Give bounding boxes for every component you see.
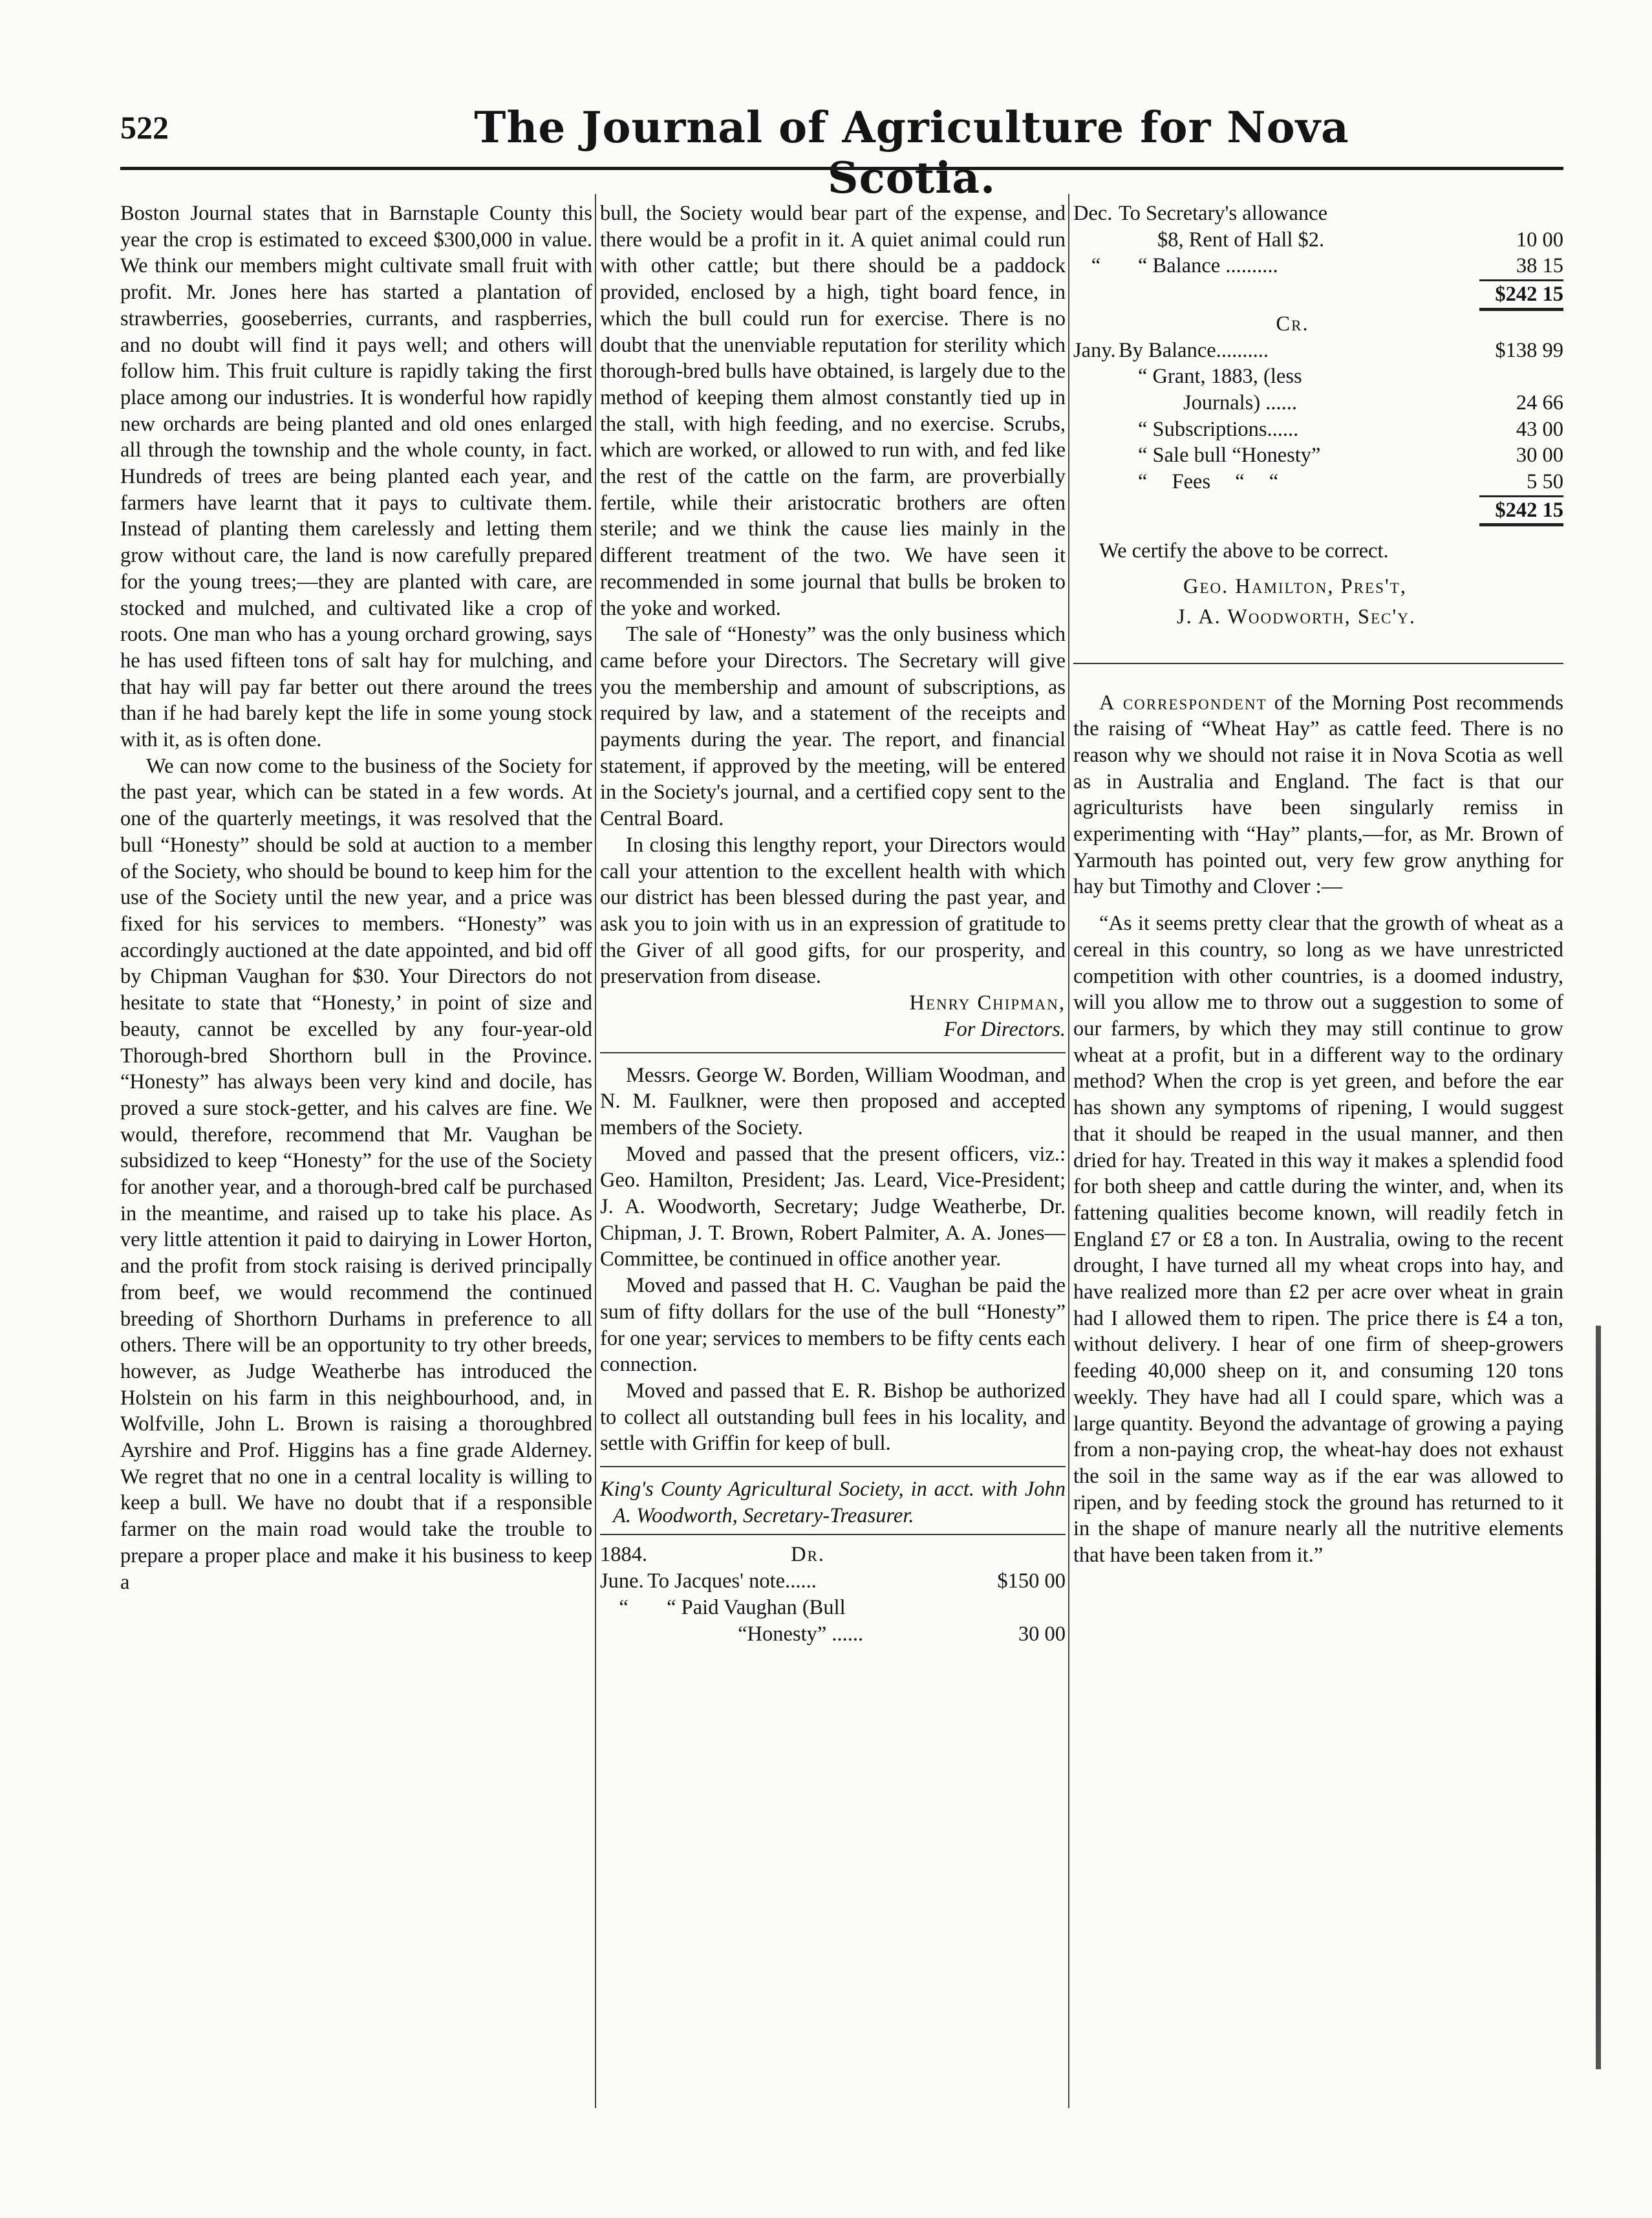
row-date: “ [619, 1595, 628, 1619]
row-item: “ Balance .......... [1138, 254, 1278, 278]
intro-text: of the Morning Post recommends the raising of “Wheat Hay” as cattle feed. There is no reason why we should not raise it in Nova Scotia as well as in Australia and England. The fact is that our agriculturists have been singularly remiss in experimenting with “Hay” plants,—for, as Mr. Brown of Yarmouth has pointed out, very few grow anything for hay but Timothy and Clover :— [1073, 691, 1563, 899]
row-item: $8, Rent of Hall $2. [1157, 228, 1325, 252]
header-rule [120, 167, 1563, 170]
section-divider [600, 1466, 1066, 1467]
column-divider-2 [1068, 194, 1069, 2108]
row-amount: 5 50 [1527, 470, 1563, 494]
section-divider [600, 1052, 1066, 1053]
row-item: “ Paid Vaughan (Bull [667, 1595, 846, 1619]
row-amount [969, 1595, 1066, 1621]
total-rule [1479, 523, 1563, 526]
credit-label: Cr. [1276, 312, 1309, 336]
debit-total-row [1073, 279, 1563, 311]
row-item: Journals) ...... [1183, 391, 1298, 415]
row-date [1073, 469, 1119, 495]
row-item: “ Fees “ “ [1138, 470, 1279, 494]
row-date: Dec. [1073, 202, 1113, 225]
row-amount: $138 99 [1495, 338, 1563, 362]
row-amount [1466, 200, 1563, 227]
paragraph-bishop-fees: Moved and passed that E. R. Bishop be authorized to collect all outstanding bull fees in his locality, and settle with Griffin for keep of bull. [600, 1379, 1066, 1456]
row-amount: 43 00 [1516, 417, 1563, 441]
page-edge-shadow [1596, 1326, 1601, 2069]
debit-table-part-2 [1073, 200, 1563, 526]
table-row [1073, 390, 1563, 416]
page-number: 522 [120, 109, 169, 145]
paragraph-sale-honesty: The sale of “Honesty” was the only business which came before your Directors. The Secretary will give you the membership and amount of subscriptions, as required by law, and a statement of the receipts and payments during the year. The report, and financial statement, if approved by the meeting, will be entered in the Society's journal, and a certified copy sent to the Central Board. [600, 623, 1066, 831]
section-divider [600, 1534, 1066, 1535]
paragraph-bull-keeping: bull, the Society would bear part of the expense, and there would be a profit in it. A quiet animal could run with other cattle; but there should be a paddock provided, enclosed by a high, tight board fence, in which the bull could run for exercise. There is no doubt that the unenviable reputation for sterility which thorough-bred bulls have obtained, is largely due to the method of keeping them almost constantly tied up in the stall, with high feeding, and no exercise. Scrubs, which are worked, or allowed to run with, and fed like the rest of the cattle on the farm, are proverbially fertile, while their aristocratic brothers are often sterile; and we think the cause lies mainly in the different treatment of the two. We have seen it recommended in some journal that bulls be broken to the yoke and worked. [600, 202, 1066, 620]
row-date: June. [600, 1569, 644, 1593]
row-item: “ Subscriptions...... [1138, 417, 1299, 441]
debit-heading-row [600, 1542, 1066, 1568]
row-date [1073, 416, 1119, 443]
credit-total-row [1073, 495, 1563, 527]
paragraph-closing: In closing this lengthy report, your Directors would call your attention to the excellent health with which our district has been blessed during the past year, and ask you to join with us in an expression of gratitude to the Giver of all good gifts, for our prosperity, and preservation from disease. [600, 833, 1066, 989]
row-item: To Jacques' note...... [647, 1569, 817, 1593]
paragraph-new-members: Messrs. George W. Borden, William Woodman, and N. M. Faulkner, were then proposed and accepted members of the Society. [600, 1063, 1066, 1139]
row-date [1073, 227, 1119, 253]
table-row [1073, 469, 1563, 495]
account-heading: King's County Agricultural Society, in acct. with John A. Woodworth, Secretary-Treasurer. [600, 1478, 1066, 1527]
debit-table-part-1 [600, 1542, 1066, 1647]
table-row [1073, 338, 1563, 364]
paragraph-society-business: We can now come to the business of the Society for the past year, which can be stated in a few words. At one of the quarterly meetings, it was resolved that the bull “Honesty” should be sold at auction to a member of the Society, who should be bound to keep him for the use of the Society until the new year, and a price was fixed for his services to members. “Honesty” was accordingly auctioned at the date appointed, and bid off by Chipman Vaughan for $30. Your Directors do not hesitate to state that “Honesty,’ in point of size and beauty, cannot be excelled by any four-year-old Thorough-bred Shorthorn bull in the Province. “Honesty” has always been very kind and docile, has proved a sure stock-getter, and his calves are fine. We would, therefore, recommend that Mr. Vaughan be subsidized to keep “Honesty” for the use of the Society for another year, and a thorough-bred calf be purchased in the meantime, and raised up to take his place. As very little attention it paid to dairying in Lower Horton, and the profit from stock raising is derived principally from beef, we would recommend the continued breeding of Shorthorn Durhams in preference to all others. There will be an opportunity to try other breeds, however, as Judge Weatherbe has introduced the Holstein on his farm in this neighbourhood, and, in Wolfville, John L. Brown is raising a thoroughbred Ayrshire and Prof. Higgins has a fine grade Alderney. We regret that no one in a central locality is willing to keep a bull. We have no doubt that if a responsible farmer on the main road would take the trouble to prepare a proper place and make it his business to keep a [120, 754, 592, 1594]
row-date [600, 1621, 647, 1648]
debit-total: $242 15 [1495, 283, 1563, 307]
row-item: “Honesty” ...... [738, 1622, 864, 1646]
column-1 [120, 200, 592, 1595]
row-date: “ [1091, 254, 1101, 278]
signatory-president: Geo. Hamilton, Pres't, [1183, 575, 1407, 599]
paragraph-vaughan-payment: Moved and passed that H. C. Vaughan be paid the sum of fifty dollars for the use of the bull “Honesty” for one year; services to members to be fifty cents each connection. [600, 1274, 1066, 1377]
row-item: “ Sale bull “Honesty” [1138, 444, 1321, 468]
signature-role: For Directors. [943, 1017, 1066, 1041]
signatory-secretary: J. A. Woodworth, Sec'y. [1177, 605, 1416, 629]
credit-heading-row [1073, 311, 1563, 338]
signature-name: Henry Chipman, [909, 991, 1066, 1015]
row-amount [1466, 363, 1563, 390]
debit-label: Dr. [791, 1543, 826, 1567]
row-amount: 24 66 [1516, 391, 1563, 415]
signatories [1073, 574, 1563, 630]
certification-line: We certify the above to be correct. [1099, 539, 1389, 563]
table-row [600, 1621, 1066, 1648]
column-3 [1073, 200, 1563, 1569]
table-row [1073, 200, 1563, 227]
total-rule [1479, 279, 1563, 281]
row-date: Jany. [1073, 338, 1116, 362]
row-amount: 30 00 [1516, 444, 1563, 468]
row-amount: 38 15 [1516, 254, 1563, 278]
row-item: By Balance.......... [1119, 338, 1269, 362]
table-row [600, 1595, 1066, 1621]
table-row [1073, 227, 1563, 253]
paragraph-wheat-hay-quote: “As it seems pretty clear that the growth of wheat as a cereal in this country, so long as we have unrestricted competition with other countries, is a doomed industry, will you allow me to throw out a suggestion to some of our farmers, by which they may still continue to grow wheat at a profit, but in a different way to the ordinary method? When the crop is yet green, and before the ear has shown any symptoms of ripening, I would suggest that it should be reaped in the usual manner, and then dried for hay. Treated in this way it makes a splendid food for both sheep and cattle during the winter, and, when its fattening qualities become known, will readily fetch in England £7 or £8 a ton. In Australia, owing to the recent drought, I have turned all my wheat crops into hay, and have realized more than £2 per acre over wheat in grain had I allowed them to ripen. The price there is £4 a ton, without delivery. I hear of one firm of sheep-growers feeding 40,000 sheep on it, and consuming 120 tons weekly. They have had all I could spare, which was a large quantity. Beyond the advantage of growing a paying from a non-paying crop, the wheat-hay does not exhaust the soil in the same way as if the ear was allowed to ripen, and by feeding stock the ground has returned to it in the shape of manure nearly all the nutritive elements that have been taken from it.” [1073, 912, 1563, 1567]
row-item: “ Grant, 1883, (less [1138, 365, 1302, 389]
paragraph-wheat-hay-intro [1073, 690, 1563, 901]
row-date [1073, 363, 1119, 390]
directors-signature [600, 990, 1066, 1042]
running-title: The Journal of Agriculture for Nova Scotia. [474, 102, 1349, 203]
paragraph-orchards: Boston Journal states that in Barnstaple County this year the crop is estimated to exceed $300,000 in value. We think our members might cultivate small fruit with profit. Mr. Jones here has started a plantation of strawberries, gooseberries, currants, and raspberries, and no doubt will find it pays well; and others will follow him. This fruit culture is rapidly taking the first place among our industries. It is wonderful how rapidly new orchards are being planted and old ones enlarged all through the township and the whole county, in fact. Hundreds of trees are being planted each year, and farmers have learnt that it pays to cultivate them. Instead of planting them carelessly and letting them grow without care, the land is now carefully prepared for the young trees;—they are planted with care, are stocked and mulched, and cultivated like a crop of roots. One man who has a young orchard growing, says he has used fifteen tons of salt hay for mulching, and that hay will pay far better out there around the trees than if he had barely kept the life in some young stock with it, as is often done. [120, 202, 592, 752]
row-date [1073, 442, 1119, 469]
table-row [1073, 363, 1563, 390]
lead-caps: A correspondent [1099, 691, 1267, 715]
row-date [1073, 390, 1119, 416]
table-row [1073, 442, 1563, 469]
table-row [600, 1568, 1066, 1595]
section-divider [1073, 663, 1563, 664]
credit-total: $242 15 [1495, 498, 1563, 522]
paragraph-officers: Moved and passed that the present officers, viz.: Geo. Hamilton, President; Jas. Leard, Vice-President; J. A. Woodworth, Secretary; Judge Weatherbe, Dr. Chipman, J. T. Brown, Robert Palmiter, A. A. Jones—Committee, be continued in office another year. [600, 1142, 1066, 1271]
column-2 [600, 200, 1066, 1647]
column-divider-1 [595, 194, 596, 2108]
row-item: To Secretary's allowance [1119, 202, 1328, 225]
row-amount: 10 00 [1516, 228, 1563, 252]
row-amount: 30 00 [1018, 1622, 1066, 1646]
row-amount: $150 00 [997, 1569, 1066, 1593]
total-rule [1479, 495, 1563, 497]
table-row [1073, 253, 1563, 279]
debit-year: 1884. [600, 1543, 648, 1567]
table-row [1073, 416, 1563, 443]
